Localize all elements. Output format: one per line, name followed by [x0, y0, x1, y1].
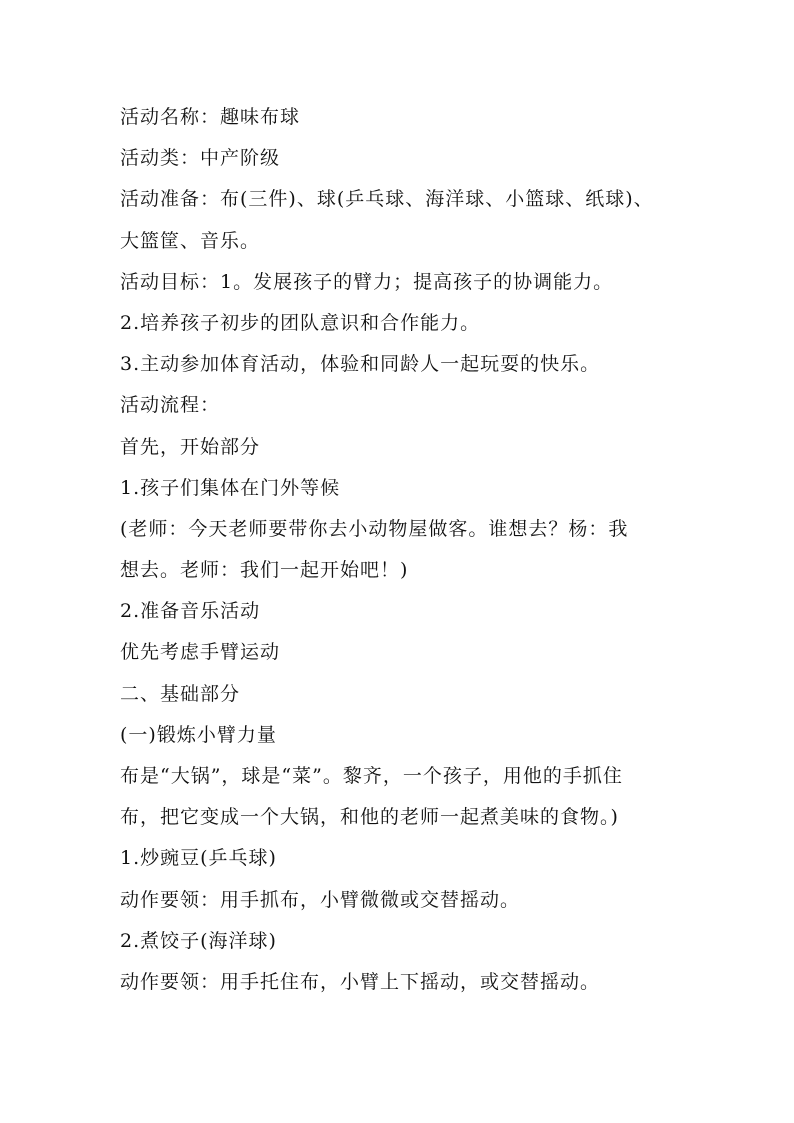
game-description-line-1: 布是“大锅”，球是“菜”。黎齐，一个孩子，用他的手抓住 [120, 765, 623, 787]
activity-goal-line: 活动目标：1。发展孩子的臂力；提高孩子的协调能力。 [120, 270, 614, 293]
game-item-1: 1.炒豌豆(乒乓球) [120, 847, 277, 870]
dialogue-line-1: (老师：今天老师要带你去小动物屋做客。谁想去？杨：我 [120, 517, 629, 540]
activity-preparation-line: 活动准备：布(三件)、球(乒乓球、海洋球、小篮球、纸球)、 [120, 188, 654, 211]
game-item-2: 2.煮饺子(海洋球) [120, 929, 277, 952]
document-body [120, 102, 700, 1008]
opening-step-2: 2.准备音乐活动 [120, 600, 261, 623]
activity-preparation-continued: 大篮筐、音乐。 [120, 229, 261, 252]
game-item-1-instructions: 动作要领：用手抓布，小臂微微或交替摇动。 [120, 888, 521, 911]
section-opening-heading: 首先，开始部分 [120, 435, 261, 458]
activity-type-line: 活动类：中产阶级 [120, 147, 281, 170]
opening-step-1: 1.孩子们集体在门外等候 [120, 476, 341, 499]
game-description-line-2: 布，把它变成一个大锅，和他的老师一起煮美味的食物。) [120, 806, 619, 829]
activity-process-heading: 活动流程： [120, 394, 221, 417]
subsection-forearm-heading: (一)锻炼小臂力量 [120, 723, 277, 746]
goal-item-3: 3.主动参加体育活动，体验和同龄人一起玩耍的快乐。 [120, 353, 601, 376]
activity-name-line: 活动名称：趣味布球 [120, 106, 301, 128]
goal-item-2: 2.培养孩子初步的团队意识和合作能力。 [120, 311, 481, 334]
arm-exercise-line: 优先考虑手臂运动 [120, 641, 281, 664]
dialogue-line-2: 想去。老师：我们一起开始吧！) [120, 559, 409, 582]
section-basic-heading: 二、基础部分 [120, 682, 241, 705]
game-item-2-instructions: 动作要领：用手托住布，小臂上下摇动，或交替摇动。 [120, 970, 601, 993]
